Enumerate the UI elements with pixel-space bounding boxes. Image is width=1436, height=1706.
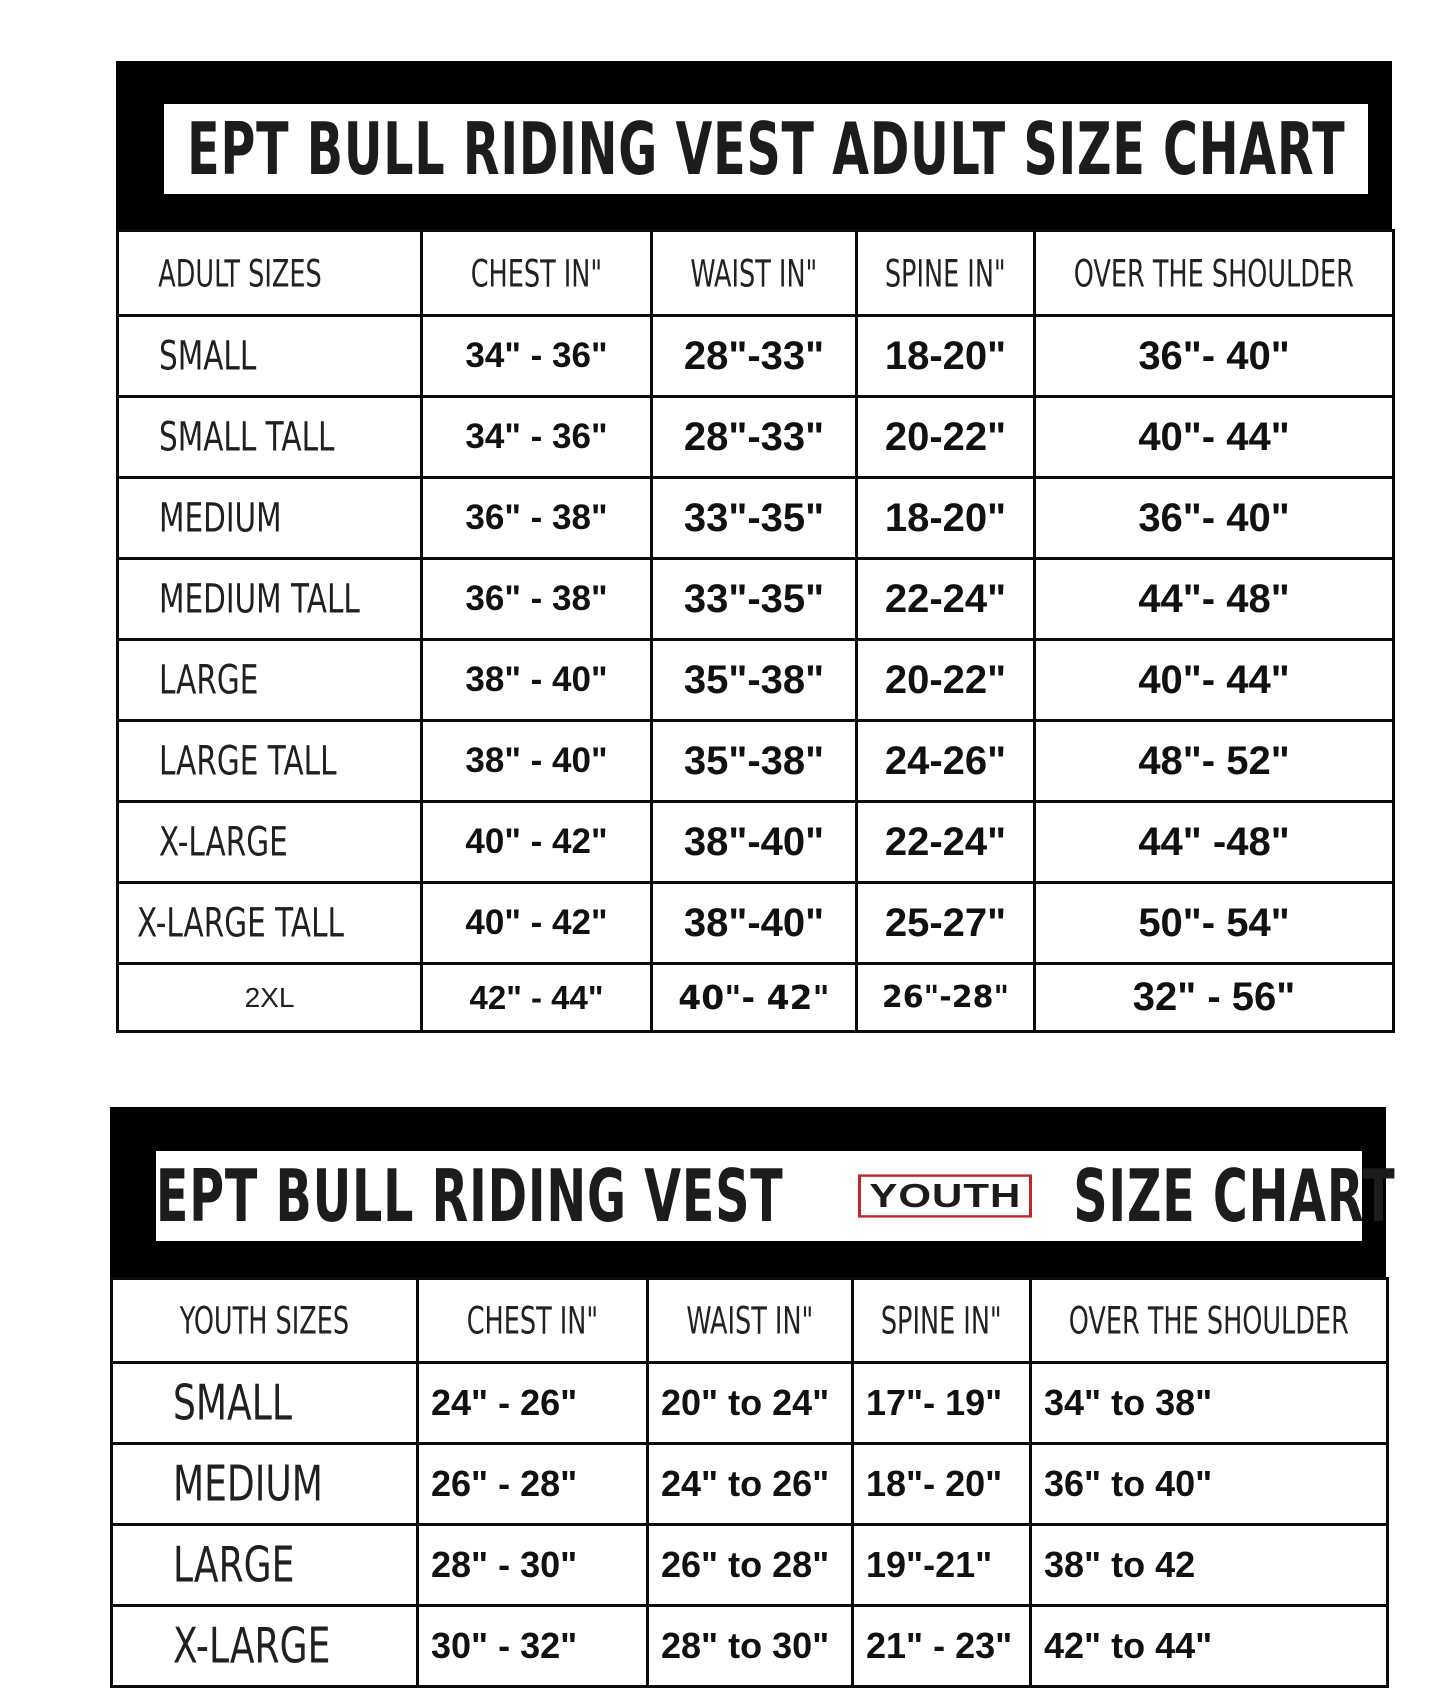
spine-value: 21" - 23" (853, 1606, 1031, 1687)
spine-value: 20-22" (857, 397, 1035, 478)
size-name: MEDIUM (112, 1444, 418, 1525)
shoulder-value: 42" to 44" (1031, 1606, 1388, 1687)
table-row (112, 1525, 1388, 1606)
size-name: X-LARGE TALL (118, 883, 422, 964)
chest-value: 40" - 42" (422, 802, 652, 883)
table-row (112, 1444, 1388, 1525)
size-name: SMALL (112, 1363, 418, 1444)
chest-value: 34" - 36" (422, 397, 652, 478)
table-row (118, 721, 1394, 802)
size-name: MEDIUM TALL (118, 559, 422, 640)
header-spine: SPINE IN" (857, 231, 1035, 316)
waist-value: 35"-38" (652, 640, 857, 721)
chest-value: 34" - 36" (422, 316, 652, 397)
table-row (118, 802, 1394, 883)
table-row (112, 1606, 1388, 1687)
youth-title-banner (110, 1107, 1396, 1279)
header-waist: WAIST IN" (652, 231, 857, 316)
youth-chart-title: EPT BULL RIDING VEST YOUTH SIZE CHART (156, 1151, 1362, 1241)
header-chest: CHEST IN" (422, 231, 652, 316)
chest-value: 40" - 42" (422, 883, 652, 964)
table-row (118, 883, 1394, 964)
waist-value: 35"-38" (652, 721, 857, 802)
youth-highlight: YOUTH (858, 1174, 1032, 1217)
shoulder-value: 36"- 40" (1035, 478, 1394, 559)
spine-value: 25-27" (857, 883, 1035, 964)
chest-value: 38" - 40" (422, 640, 652, 721)
shoulder-value: 50"- 54" (1035, 883, 1394, 964)
size-name: LARGE (112, 1525, 418, 1606)
waist-value: 40"- 42" (652, 964, 857, 1032)
shoulder-value: 40"- 44" (1035, 640, 1394, 721)
spine-value: 22-24" (857, 559, 1035, 640)
waist-value: 33"-35" (652, 559, 857, 640)
table-row (112, 1363, 1388, 1444)
youth-header-row (112, 1279, 1388, 1363)
spine-value: 26"-28" (857, 964, 1035, 1032)
size-name: LARGE TALL (118, 721, 422, 802)
spine-value: 22-24" (857, 802, 1035, 883)
spine-value: 24-26" (857, 721, 1035, 802)
table-row (118, 316, 1394, 397)
spine-value: 18-20" (857, 316, 1035, 397)
size-name: SMALL TALL (118, 397, 422, 478)
waist-value: 24" to 26" (648, 1444, 853, 1525)
adult-header-row (118, 231, 1394, 316)
shoulder-value: 32" - 56" (1035, 964, 1394, 1032)
header-over-shoulder: OVER THE SHOULDER (1031, 1279, 1388, 1363)
waist-value: 28" to 30" (648, 1606, 853, 1687)
table-row (118, 640, 1394, 721)
chest-value: 36" - 38" (422, 478, 652, 559)
adult-size-chart (116, 61, 1392, 1033)
header-adult-sizes: ADULT SIZES (118, 231, 422, 316)
waist-value: 38"-40" (652, 802, 857, 883)
size-name: MEDIUM (118, 478, 422, 559)
spine-value: 19"-21" (853, 1525, 1031, 1606)
adult-size-table (116, 229, 1395, 1033)
adult-chart-title: EPT BULL RIDING VEST ADULT SIZE CHART (164, 104, 1368, 194)
shoulder-value: 38" to 42 (1031, 1525, 1388, 1606)
size-name: X-LARGE (112, 1606, 418, 1687)
chest-value: 38" - 40" (422, 721, 652, 802)
shoulder-value: 44" -48" (1035, 802, 1394, 883)
shoulder-value: 40"- 44" (1035, 397, 1394, 478)
spine-value: 18-20" (857, 478, 1035, 559)
table-row (118, 964, 1394, 1032)
chest-value: 28" - 30" (418, 1525, 648, 1606)
header-spine: SPINE IN" (853, 1279, 1031, 1363)
size-name: LARGE (118, 640, 422, 721)
table-row (118, 478, 1394, 559)
shoulder-value: 36" to 40" (1031, 1444, 1388, 1525)
spine-value: 18"- 20" (853, 1444, 1031, 1525)
waist-value: 26" to 28" (648, 1525, 853, 1606)
shoulder-value: 44"- 48" (1035, 559, 1394, 640)
header-over-shoulder: OVER THE SHOULDER (1035, 231, 1394, 316)
waist-value: 28"-33" (652, 397, 857, 478)
shoulder-value: 36"- 40" (1035, 316, 1394, 397)
header-waist: WAIST IN" (648, 1279, 853, 1363)
spine-value: 17"- 19" (853, 1363, 1031, 1444)
chest-value: 24" - 26" (418, 1363, 648, 1444)
waist-value: 33"-35" (652, 478, 857, 559)
youth-size-chart (110, 1107, 1396, 1691)
spine-value: 20-22" (857, 640, 1035, 721)
waist-value: 38"-40" (652, 883, 857, 964)
chest-value: 30" - 32" (418, 1606, 648, 1687)
size-name: SMALL (118, 316, 422, 397)
youth-size-table (110, 1277, 1389, 1688)
table-row (118, 397, 1394, 478)
header-chest: CHEST IN" (418, 1279, 648, 1363)
waist-value: 28"-33" (652, 316, 857, 397)
waist-value: 20" to 24" (648, 1363, 853, 1444)
chest-value: 36" - 38" (422, 559, 652, 640)
shoulder-value: 48"- 52" (1035, 721, 1394, 802)
chest-value: 42" - 44" (422, 964, 652, 1032)
size-name: 2XL (118, 964, 422, 1032)
chest-value: 26" - 28" (418, 1444, 648, 1525)
size-name: X-LARGE (118, 802, 422, 883)
adult-title-banner (116, 61, 1392, 231)
header-youth-sizes: YOUTH SIZES (112, 1279, 418, 1363)
shoulder-value: 34" to 38" (1031, 1363, 1388, 1444)
table-row (118, 559, 1394, 640)
